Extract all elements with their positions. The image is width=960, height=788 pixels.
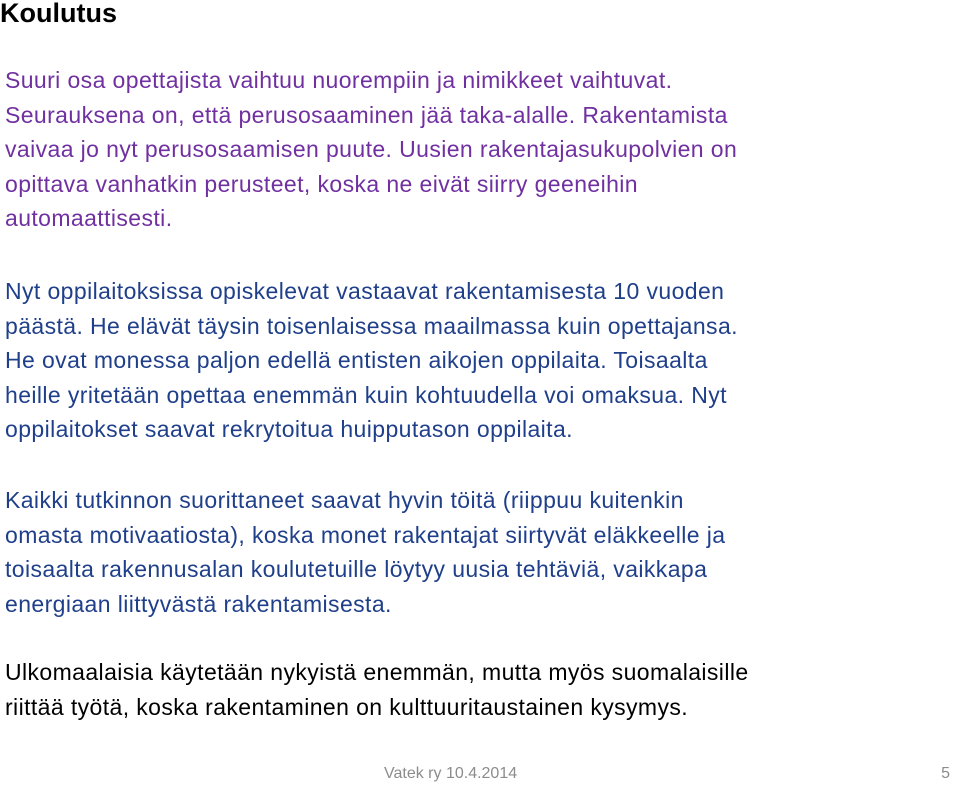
paragraph-teachers bbox=[5, 63, 955, 236]
paragraph-line: riittää työtä, koska rakentaminen on kulttuuritaustainen kysymys. bbox=[5, 693, 689, 720]
paragraph-line: He ovat monessa paljon edellä entisten aikojen oppilaita. Toisaalta bbox=[5, 347, 708, 373]
paragraph-students bbox=[5, 274, 955, 447]
paragraph-line: automaattisesti. bbox=[5, 205, 173, 231]
paragraph-line: opittava vanhatkin perusteet, koska ne eivät siirry geeneihin bbox=[5, 170, 638, 197]
paragraph-line: toisaalta rakennusalan koulutetuille löytyy uusia tehtäviä, vaikkapa bbox=[5, 556, 708, 582]
paragraph-foreign-workers bbox=[5, 655, 955, 724]
paragraph-line: Suuri osa opettajista vaihtuu nuorempiin ja nimikkeet vaihtuvat. bbox=[5, 67, 673, 93]
footer-text: Vatek ry 10.4.2014 bbox=[384, 765, 518, 782]
paragraph-line: Nyt oppilaitoksissa opiskelevat vastaavat rakentamisesta 10 vuoden bbox=[5, 278, 725, 304]
paragraph-line: energiaan liittyvästä rakentamisesta. bbox=[5, 590, 392, 617]
paragraph-employment bbox=[5, 483, 955, 621]
paragraph-line: oppilaitokset saavat rekrytoitua huipputason oppilaita. bbox=[5, 416, 573, 442]
paragraph-line: heille yritetään opettaa enemmän kuin kohtuudella voi omaksua. Nyt bbox=[5, 381, 727, 408]
paragraph-line: Ulkomaalaisia käytetään nykyistä enemmän, mutta myös suomalaisille bbox=[5, 659, 749, 685]
page-number: 5 bbox=[941, 765, 950, 782]
paragraph-line: päästä. He elävät täysin toisenlaisessa maailmassa kuin opettajansa. bbox=[5, 312, 738, 339]
paragraph-line: vaivaa jo nyt perusosaamisen puute. Uusien rakentajasukupolvien on bbox=[5, 136, 738, 162]
paragraph-line: Kaikki tutkinnon suorittaneet saavat hyvin töitä (riippuu kuitenkin bbox=[5, 487, 684, 513]
slide-title: Koulutus bbox=[0, 0, 117, 28]
paragraph-line: omasta motivaatiosta), koska monet rakentajat siirtyvät eläkkeelle ja bbox=[5, 521, 726, 548]
paragraph-line: Seurauksena on, että perusosaaminen jää taka-alalle. Rakentamista bbox=[5, 101, 728, 128]
